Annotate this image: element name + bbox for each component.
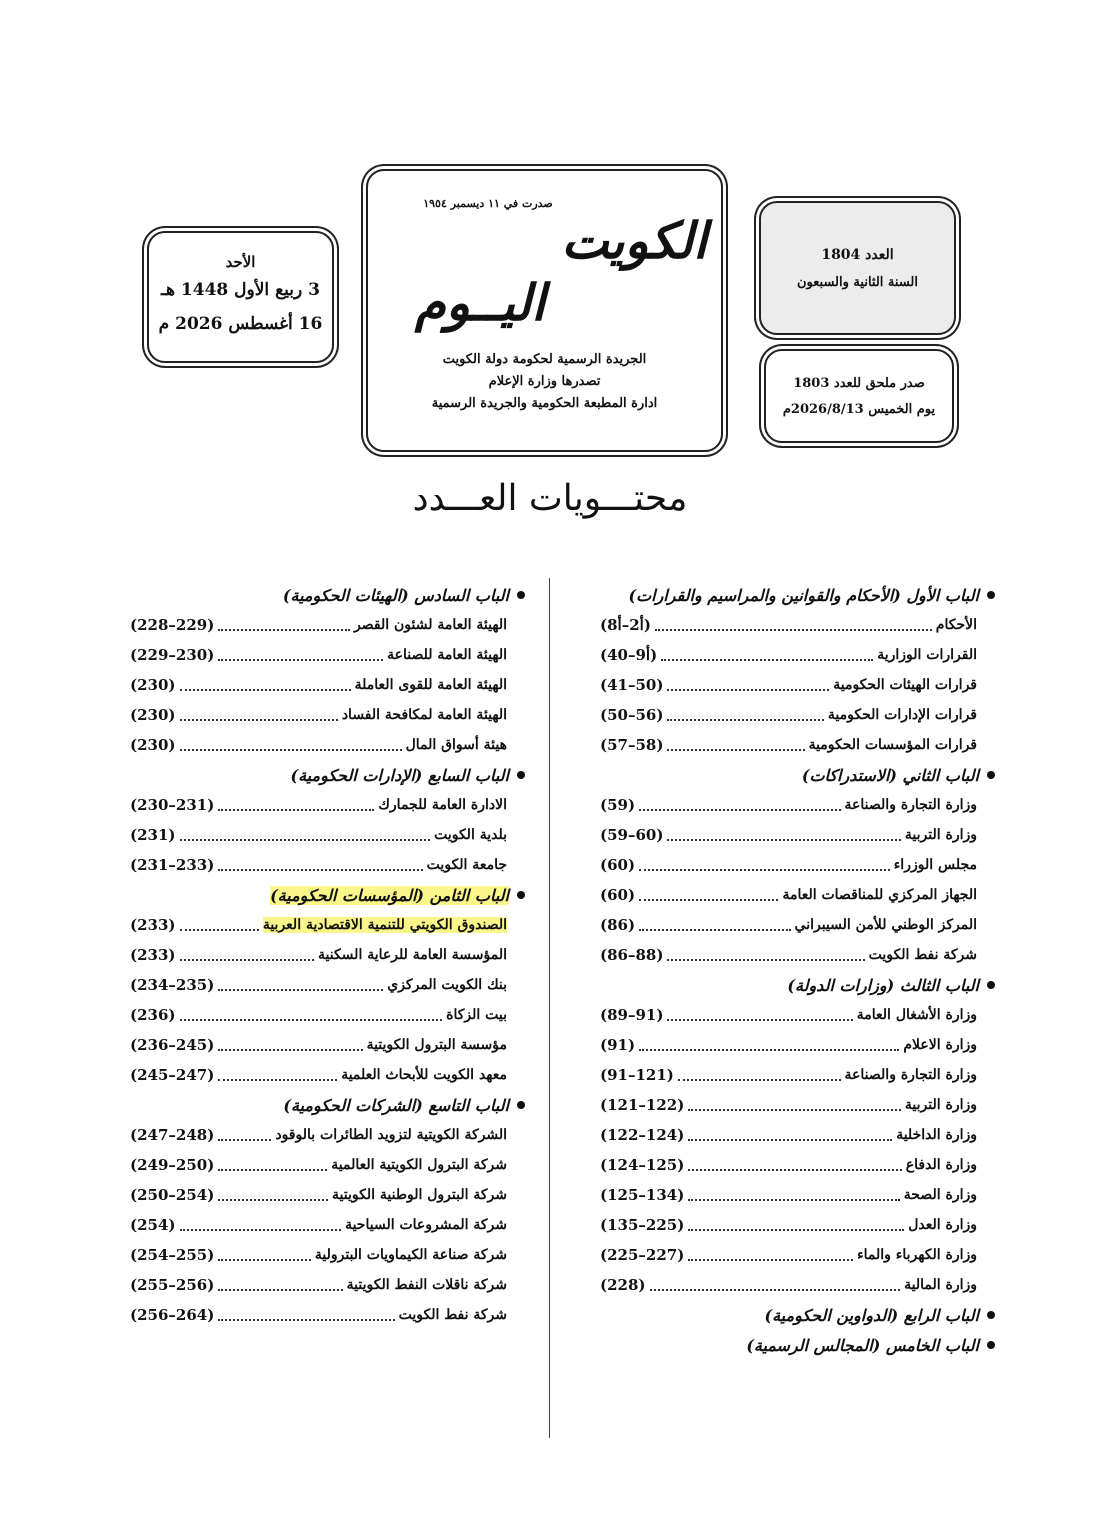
toc-right-column xyxy=(600,580,995,1360)
section-label: الباب الثالث (وزارات الدولة) xyxy=(787,975,979,995)
supplement-box xyxy=(764,349,954,443)
entry-pages: (41–50) xyxy=(600,676,664,694)
entry-pages: (250–254) xyxy=(130,1186,215,1204)
dot-leader xyxy=(180,829,431,841)
toc-entry xyxy=(600,700,977,730)
entry-pages: (86–88) xyxy=(600,946,664,964)
column-divider xyxy=(549,578,550,1438)
entry-pages: (125–134) xyxy=(600,1186,685,1204)
entry-label: الهيئة العامة لمكافحة الفساد xyxy=(341,707,507,723)
dot-leader xyxy=(218,859,422,871)
entry-label: بنك الكويت المركزي xyxy=(387,977,507,993)
entry-pages: (225–227) xyxy=(600,1246,685,1264)
entry-pages: (230) xyxy=(130,676,176,694)
entry-pages: (50–56) xyxy=(600,706,664,724)
dot-leader xyxy=(180,919,259,931)
toc-entry xyxy=(130,1210,507,1240)
supplement-line-2: يوم الخميس 2026/8/13م xyxy=(782,402,936,417)
entry-pages: (86) xyxy=(600,916,636,934)
entry-pages: (أ9–40) xyxy=(600,646,658,664)
entry-label: المركز الوطني للأمن السيبراني xyxy=(794,917,977,933)
entry-pages: (57–58) xyxy=(600,736,664,754)
dot-leader xyxy=(218,979,383,991)
dot-leader xyxy=(218,1249,311,1261)
entry-label: قرارات الإدارات الحكومية xyxy=(827,707,977,723)
toc-entry xyxy=(600,1240,977,1270)
section-label: الباب الرابع (الدواوين الحكومية) xyxy=(764,1305,979,1325)
dot-leader xyxy=(218,649,383,661)
toc-entry xyxy=(130,1120,507,1150)
toc-section-heading xyxy=(600,580,995,610)
bullet-icon xyxy=(517,891,525,899)
bullet-icon xyxy=(987,981,995,989)
dot-leader xyxy=(678,1069,841,1081)
toc-entry xyxy=(130,1150,507,1180)
dot-leader xyxy=(661,649,873,661)
toc-entry xyxy=(130,700,507,730)
date-day: الأحد xyxy=(225,253,256,271)
toc-entry xyxy=(130,610,507,640)
bullet-icon xyxy=(987,1341,995,1349)
bullet-icon xyxy=(517,1101,525,1109)
entry-pages: (233) xyxy=(130,946,176,964)
entry-pages: (59–60) xyxy=(600,826,664,844)
dot-leader xyxy=(218,799,374,811)
entry-pages: (233) xyxy=(130,916,176,934)
entry-label: هيئة أسواق المال xyxy=(405,737,507,753)
dot-leader xyxy=(667,1009,852,1021)
dot-leader xyxy=(180,949,314,961)
entry-pages: (121–122) xyxy=(600,1096,685,1114)
masthead-title-line1: الكويت xyxy=(561,211,707,270)
toc-entry xyxy=(130,940,507,970)
entry-label: الادارة العامة للجمارك xyxy=(378,797,507,813)
entry-pages: (60) xyxy=(600,856,636,874)
masthead-subtitle-3: ادارة المطبعة الحكومية والجريدة الرسمية xyxy=(431,396,658,411)
toc-entry xyxy=(600,880,977,910)
toc-entry xyxy=(130,1270,507,1300)
entry-label: مجلس الوزراء xyxy=(893,857,977,873)
toc-entry xyxy=(130,1240,507,1270)
section-label: الباب الأول (الأحكام والقوانين والمراسيم والقرارات) xyxy=(628,585,979,605)
entry-pages: (234–235) xyxy=(130,976,215,994)
toc-entry xyxy=(600,820,977,850)
toc-entry xyxy=(130,1300,507,1330)
entry-label: وزارة المالية xyxy=(904,1277,977,1293)
toc-entry xyxy=(130,820,507,850)
toc-entry xyxy=(130,670,507,700)
entry-pages: (231–233) xyxy=(130,856,215,874)
toc-entry xyxy=(600,1060,977,1090)
toc-section-heading xyxy=(600,760,995,790)
entry-pages: (228) xyxy=(600,1276,646,1294)
toc-entry xyxy=(130,640,507,670)
section-label: الباب الثاني (الاستدراكات) xyxy=(801,765,979,785)
issue-box xyxy=(759,201,956,335)
bullet-icon xyxy=(517,591,525,599)
entry-pages: (230–231) xyxy=(130,796,215,814)
entry-label: بلدية الكويت xyxy=(434,827,507,843)
entry-pages: (124–125) xyxy=(600,1156,685,1174)
entry-pages: (122–124) xyxy=(600,1126,685,1144)
bullet-icon xyxy=(517,771,525,779)
toc-entry xyxy=(130,1060,507,1090)
entry-pages: (249–250) xyxy=(130,1156,215,1174)
dot-leader xyxy=(218,1039,362,1051)
toc-entry xyxy=(600,610,977,640)
entry-pages: (236) xyxy=(130,1006,176,1024)
entry-label: بيت الزكاة xyxy=(446,1007,507,1023)
dot-leader xyxy=(667,829,900,841)
entry-pages: (135–225) xyxy=(600,1216,685,1234)
entry-label: شركة ناقلات النفط الكويتية xyxy=(346,1277,507,1293)
toc-section-heading xyxy=(600,970,995,1000)
entry-label: الهيئة العامة للصناعة xyxy=(387,647,507,663)
entry-label: وزارة الكهرباء والماء xyxy=(857,1247,977,1263)
entry-label: معهد الكويت للأبحاث العلمية xyxy=(341,1067,507,1083)
toc-entry xyxy=(600,910,977,940)
section-label: الباب الثامن (المؤسسات الحكومية) xyxy=(270,885,509,905)
dot-leader xyxy=(639,889,778,901)
toc-entry xyxy=(130,910,507,940)
toc-section-heading xyxy=(600,1300,995,1330)
entry-label: قرارات المؤسسات الحكومية xyxy=(808,737,977,753)
toc-entry xyxy=(600,1180,977,1210)
toc-entry xyxy=(600,730,977,760)
toc-entry xyxy=(600,940,977,970)
dot-leader xyxy=(180,1009,443,1021)
dot-leader xyxy=(218,1279,342,1291)
entry-pages: (91) xyxy=(600,1036,636,1054)
section-label: الباب السابع (الإدارات الحكومية) xyxy=(290,765,509,785)
masthead-subtitles xyxy=(368,349,721,415)
entry-pages: (229–230) xyxy=(130,646,215,664)
dot-leader xyxy=(218,1159,327,1171)
toc-entry xyxy=(600,1210,977,1240)
dot-leader xyxy=(688,1189,899,1201)
entry-label: شركة نفط الكويت xyxy=(398,1307,507,1323)
bullet-icon xyxy=(987,591,995,599)
toc-entry xyxy=(600,1120,977,1150)
toc-entry xyxy=(600,1000,977,1030)
entry-pages: (228–229) xyxy=(130,616,215,634)
entry-label: وزارة الأشغال العامة xyxy=(856,1007,977,1023)
entry-label: وزارة الدفاع xyxy=(905,1157,977,1173)
dot-leader xyxy=(639,799,840,811)
toc-entry xyxy=(600,1270,977,1300)
entry-label: المؤسسة العامة للرعاية السكنية xyxy=(318,947,507,963)
dot-leader xyxy=(688,1159,901,1171)
dot-leader xyxy=(655,619,932,631)
entry-label: الجهاز المركزي للمناقصات العامة xyxy=(782,887,977,903)
toc-section-heading xyxy=(130,580,525,610)
entry-pages: (91–121) xyxy=(600,1066,674,1084)
masthead-subtitle-1: الجريدة الرسمية لحكومة دولة الكويت xyxy=(442,352,647,367)
dot-leader xyxy=(180,739,402,751)
entry-pages: (59) xyxy=(600,796,636,814)
entry-label: وزارة التجارة والصناعة xyxy=(844,797,977,813)
toc-entry xyxy=(130,1000,507,1030)
section-label: الباب السادس (الهيئات الحكومية) xyxy=(282,585,509,605)
entry-pages: (256–264) xyxy=(130,1306,215,1324)
entry-pages: (255–256) xyxy=(130,1276,215,1294)
entry-pages: (أ2–أ8) xyxy=(600,616,651,634)
dot-leader xyxy=(639,1039,899,1051)
entry-pages: (245–247) xyxy=(130,1066,215,1084)
dot-leader xyxy=(688,1219,904,1231)
entry-pages: (230) xyxy=(130,706,176,724)
entry-pages: (230) xyxy=(130,736,176,754)
entry-pages: (236–245) xyxy=(130,1036,215,1054)
section-label: الباب الخامس (المجالس الرسمية) xyxy=(746,1335,979,1355)
entry-pages: (247–248) xyxy=(130,1126,215,1144)
entry-pages: (89–91) xyxy=(600,1006,664,1024)
toc-entry xyxy=(600,640,977,670)
entry-label: وزارة التجارة والصناعة xyxy=(844,1067,977,1083)
toc-entry xyxy=(600,790,977,820)
dot-leader xyxy=(650,1279,901,1291)
dot-leader xyxy=(688,1099,901,1111)
dot-leader xyxy=(688,1129,892,1141)
entry-label: وزارة الصحة xyxy=(903,1187,977,1203)
entry-label: وزارة العدل xyxy=(908,1217,977,1233)
toc-entry xyxy=(130,1030,507,1060)
date-gregorian: 16 أغسطس 2026 م xyxy=(158,314,323,334)
dot-leader xyxy=(667,949,864,961)
toc-left-column xyxy=(130,580,525,1330)
dot-leader xyxy=(639,859,890,871)
founded-note: صدرت في ١١ ديسمبر ١٩٥٤ xyxy=(423,197,553,210)
dot-leader xyxy=(180,709,338,721)
dot-leader xyxy=(180,1219,342,1231)
toc-entry xyxy=(130,970,507,1000)
supplement-line-1: صدر ملحق للعدد 1803 xyxy=(793,376,925,391)
toc-section-heading xyxy=(130,760,525,790)
toc-entry xyxy=(600,1090,977,1120)
bullet-icon xyxy=(987,771,995,779)
date-hijri: 3 ربيع الأول 1448 هـ xyxy=(161,280,320,300)
toc-entry xyxy=(600,1030,977,1060)
entry-label: وزارة الاعلام xyxy=(903,1037,977,1053)
dot-leader xyxy=(639,919,790,931)
entry-label: الهيئة العامة لشئون القصر xyxy=(354,617,507,633)
entry-label: وزارة التربية xyxy=(904,827,977,843)
entry-label: الأحكام xyxy=(935,617,977,633)
entry-label: شركة صناعة الكيماويات البترولية xyxy=(314,1247,507,1263)
bullet-icon xyxy=(987,1311,995,1319)
masthead-title-line2: اليــوم xyxy=(414,273,546,332)
entry-pages: (60) xyxy=(600,886,636,904)
entry-label: الصندوق الكويتي للتنمية الاقتصادية العربية xyxy=(262,917,507,933)
section-label: الباب التاسع (الشركات الحكومية) xyxy=(283,1095,509,1115)
entry-label: القرارات الوزارية xyxy=(877,647,977,663)
entry-pages: (254–255) xyxy=(130,1246,215,1264)
entry-pages: (254) xyxy=(130,1216,176,1234)
toc-entry xyxy=(130,790,507,820)
issue-year: السنة الثانية والسبعون xyxy=(797,275,918,290)
dot-leader xyxy=(180,679,351,691)
toc-entry xyxy=(600,850,977,880)
toc-section-heading xyxy=(130,880,525,910)
entry-label: شركة نفط الكويت xyxy=(868,947,977,963)
entry-label: وزارة التربية xyxy=(904,1097,977,1113)
masthead-subtitle-2: تصدرها وزارة الإعلام xyxy=(488,374,601,389)
toc-entry xyxy=(130,730,507,760)
entry-pages: (231) xyxy=(130,826,176,844)
entry-label: شركة البترول الكويتية العالمية xyxy=(331,1157,507,1173)
toc-entry xyxy=(600,670,977,700)
contents-title: محتـــويات العـــدد xyxy=(412,478,688,519)
dot-leader xyxy=(218,619,350,631)
date-box xyxy=(147,231,334,363)
dot-leader xyxy=(667,679,829,691)
dot-leader xyxy=(667,739,804,751)
masthead xyxy=(366,169,723,452)
entry-label: وزارة الداخلية xyxy=(896,1127,977,1143)
entry-label: شركة المشروعات السياحية xyxy=(345,1217,507,1233)
dot-leader xyxy=(218,1069,337,1081)
entry-label: الهيئة العامة للقوى العاملة xyxy=(354,677,507,693)
entry-label: جامعة الكويت xyxy=(426,857,507,873)
toc-entry xyxy=(130,850,507,880)
dot-leader xyxy=(218,1309,394,1321)
dot-leader xyxy=(667,709,823,721)
entry-label: قرارات الهيئات الحكومية xyxy=(833,677,977,693)
entry-label: شركة البترول الوطنية الكويتية xyxy=(332,1187,507,1203)
dot-leader xyxy=(688,1249,853,1261)
toc-section-heading xyxy=(130,1090,525,1120)
toc-section-heading xyxy=(600,1330,995,1360)
issue-number: العدد 1804 xyxy=(821,247,894,263)
dot-leader xyxy=(218,1129,271,1141)
entry-label: الشركة الكويتية لتزويد الطائرات بالوقود xyxy=(275,1127,507,1143)
toc-entry xyxy=(600,1150,977,1180)
toc-entry xyxy=(130,1180,507,1210)
entry-label: مؤسسة البترول الكويتية xyxy=(366,1037,507,1053)
dot-leader xyxy=(218,1189,328,1201)
